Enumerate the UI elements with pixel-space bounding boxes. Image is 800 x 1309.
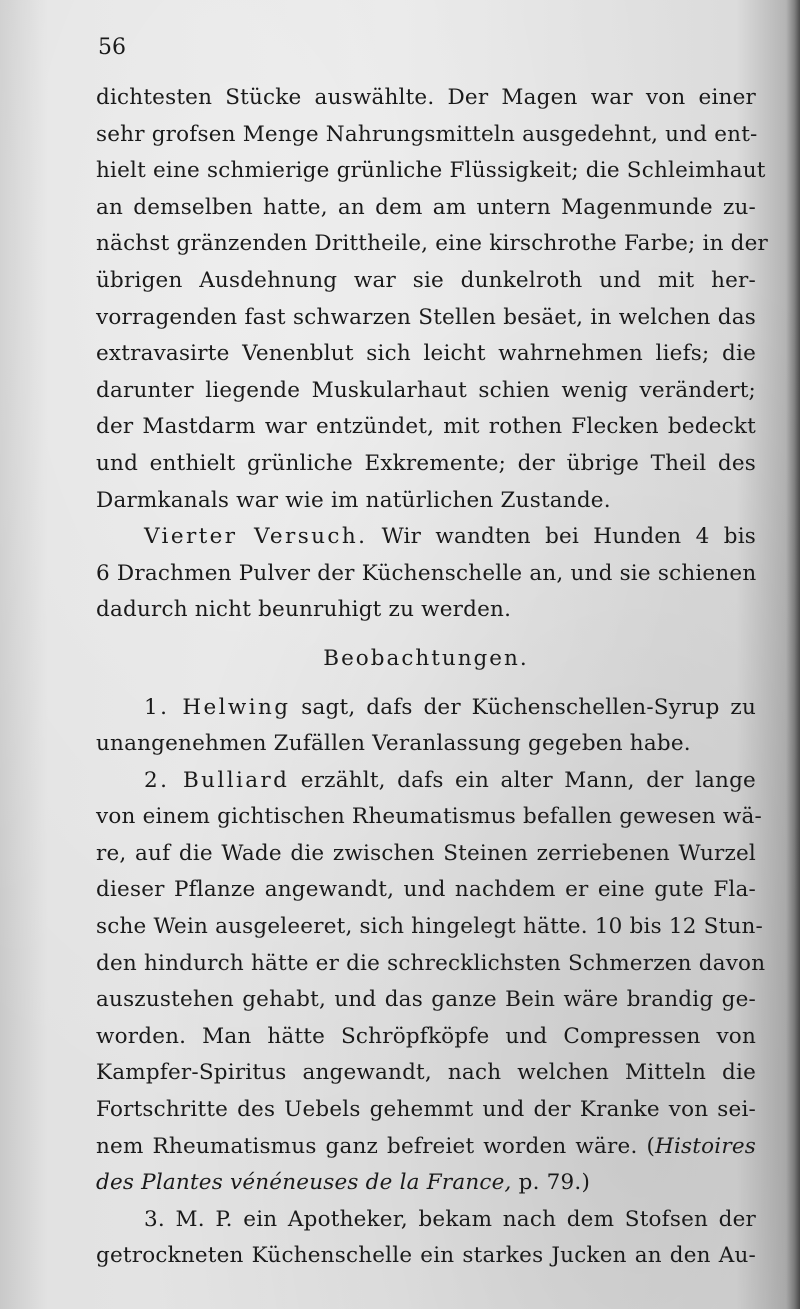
text-line: übrigen Ausdehnung war sie dunkelroth und mit her- xyxy=(96,267,756,293)
text-line: und enthielt grünliche Exkremente; der übrige Theil des xyxy=(96,450,756,476)
text-line: sehr grofsen Menge Nahrungsmitteln ausgedehnt, und ent- xyxy=(96,121,758,147)
text-line: der Mastdarm war entzündet, mit rothen Flecken bedeckt xyxy=(96,414,756,440)
text-line: auszustehen gehabt, und das ganze Bein wäre brandig ge- xyxy=(96,987,756,1013)
spaced-lead: Vierter Versuch. xyxy=(144,524,368,550)
text-line: sche Wein ausgeleeret, sich hingelegt hätte. 10 bis 12 Stun- xyxy=(96,914,764,940)
section-heading: Beobachtungen. xyxy=(323,645,529,671)
text-line: unangenehmen Zufällen Veranlassung gegeben habe. xyxy=(96,731,691,757)
text-line: nem Rheumatismus ganz befreiet worden wäre. (Histoires xyxy=(96,1133,756,1159)
text-line: 6 Drachmen Pulver der Küchenschelle an, und sie schienen xyxy=(96,560,757,586)
text-line: dadurch nicht beunruhigt zu werden. xyxy=(96,597,512,623)
text-line: extravasirte Venenblut sich leicht wahrnehmen liefs; die xyxy=(96,341,756,367)
text-line: dieser Pflanze angewandt, und nachdem er eine gute Fla- xyxy=(96,877,756,903)
text-line: 1. Helwing sagt, dafs der Küchenschellen-Syrup zu xyxy=(144,694,756,720)
text-line: re, auf die Wade die zwischen Steinen zerriebenen Wurzel xyxy=(96,840,756,866)
page-number: 56 xyxy=(98,35,126,60)
text-line: vorragenden fast schwarzen Stellen besäet, in welchen das xyxy=(96,304,756,330)
text-line: Kampfer-Spiritus angewandt, nach welchen Mitteln die xyxy=(96,1060,756,1086)
text-line: an demselben hatte, an dem am untern Magenmunde zu- xyxy=(96,194,756,220)
text-line: getrockneten Küchenschelle ein starkes Jucken an den Au- xyxy=(96,1243,756,1269)
spaced-lead: 1. Helwing xyxy=(144,694,291,720)
text-line: darunter liegende Muskularhaut schien wenig verändert; xyxy=(96,377,756,403)
italic-citation: Histoires xyxy=(655,1133,756,1159)
text-line: 3. M. P. ein Apotheker, bekam nach dem Stofsen der xyxy=(144,1206,756,1232)
body-text xyxy=(96,80,769,1275)
text-line: worden. Man hätte Schröpfköpfe und Compressen von xyxy=(96,1023,756,1049)
text-line: des Plantes vénéneuses de la France, p. 79.) xyxy=(96,1170,591,1196)
text-line: dichtesten Stücke auswählte. Der Magen war von einer xyxy=(96,85,756,110)
italic-citation: des Plantes vénéneuses de la France, xyxy=(96,1170,512,1196)
text-line: 2. Bulliard erzählt, dafs ein alter Mann, der lange xyxy=(144,767,756,793)
text-line: Vierter Versuch. Wir wandten bei Hunden 4 bis xyxy=(144,524,756,550)
spaced-lead: 2. Bulliard xyxy=(144,767,290,793)
text-line: hielt eine schmierige grünliche Flüssigkeit; die Schleimhaut xyxy=(96,158,766,184)
text-line: Darmkanals war wie im natürlichen Zustande. xyxy=(96,487,611,513)
spine-shadow xyxy=(786,0,800,1309)
text-line: von einem gichtischen Rheumatismus befallen gewesen wä- xyxy=(96,804,762,830)
text-line: den hindurch hätte er die schrecklichsten Schmerzen davon xyxy=(96,950,766,976)
text-line: Fortschritte des Uebels gehemmt und der Kranke von sei- xyxy=(96,1097,756,1123)
text-line: nächst gränzenden Drittheile, eine kirschrothe Farbe; in der xyxy=(96,231,769,257)
